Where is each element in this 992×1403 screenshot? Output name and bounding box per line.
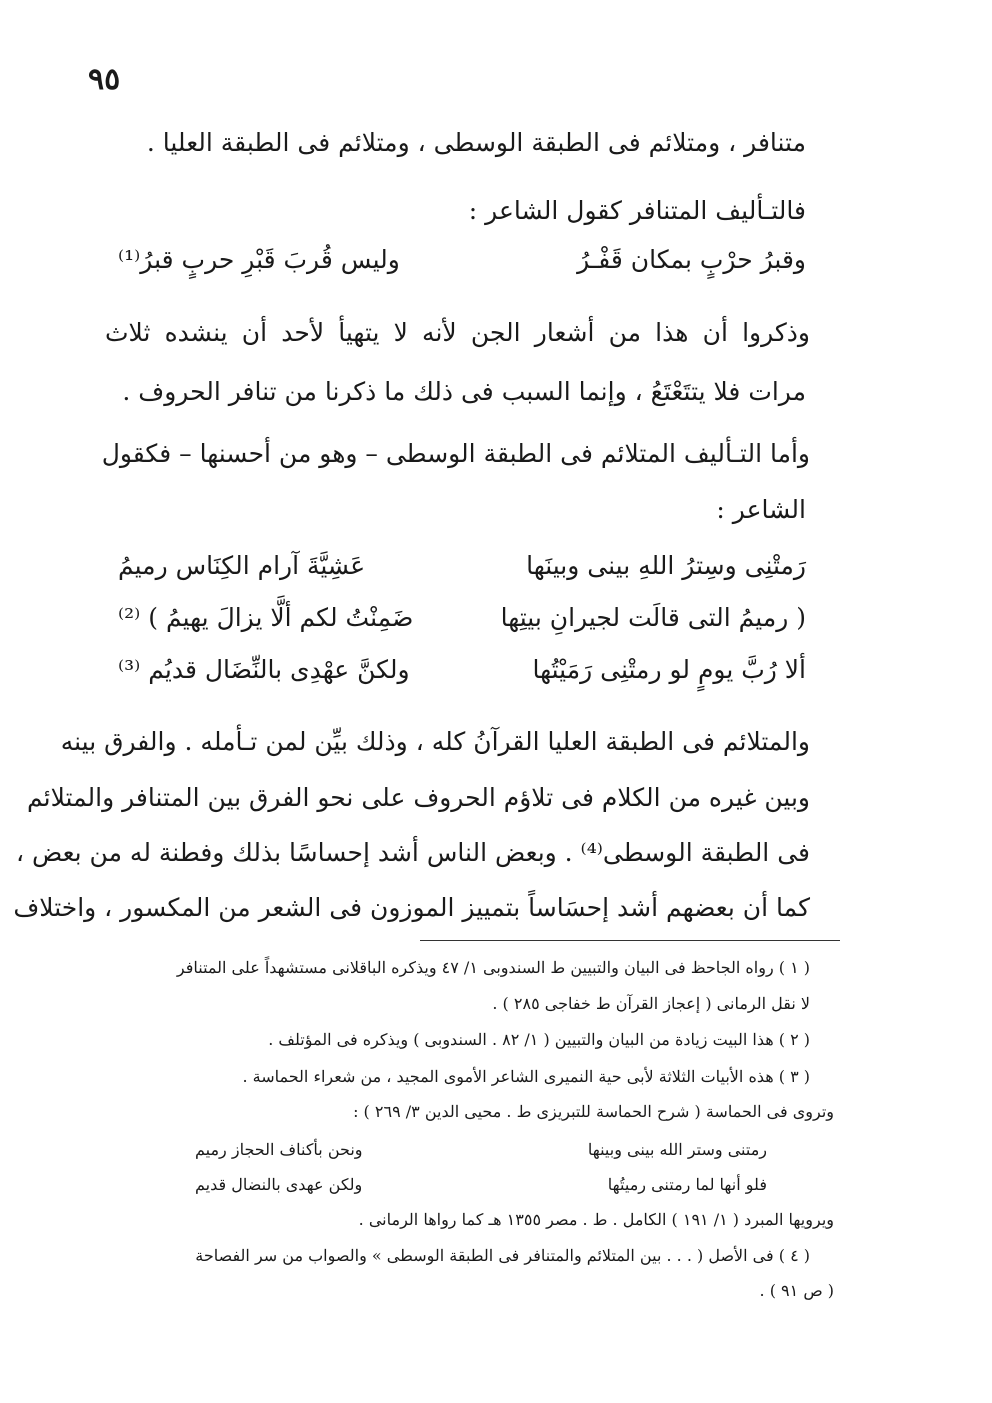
poem-verse-3-right: ألا رُبَّ يومٍ لو رمتْنِى رَمَيْتُها [532, 655, 806, 684]
footnote-divider [420, 940, 840, 941]
body-line-9: فى الطبقة الوسطى⁽⁴⁾ . وبعض الناس أشد إحساسًا بذلك وفطنة له من بعض ، [15, 838, 810, 867]
footnote-verse-1-right: رمتنى وستر الله بينى وبينها [587, 1140, 767, 1159]
footnote-verse-2-right: فلو أنها لما رمتنى رميتُها [607, 1175, 767, 1194]
footnote-3-line-2: وتروى فى الحماسة ( شرح الحماسة للتبريزى ط . محيى الدين ٣/ ٢٦٩ ) : [353, 1102, 834, 1121]
footnote-4-line-1: ( ٤ ) فى الأصل ( . . . بين المتلائم والمتنافر فى الطبقة الوسطى » والصواب من سر الفصاحة [195, 1246, 810, 1265]
verse-1-hemistich-left: وليس قُربَ قَبْرِ حربٍ قبرُ⁽¹⁾ [118, 245, 400, 274]
poem-verse-1-left: عَشِيَّةَ آرام الكِنَاس رميمُ [118, 551, 366, 580]
poem-verse-3-left: ولكنَّ عهْدِى بالنِّضَال قديُم ⁽³⁾ [118, 655, 410, 684]
body-line-3: وذكروا أن هذا من أشعار الجن لأنه لا يتهيأ لأحد أن ينشده ثلاث [105, 318, 810, 347]
body-line-7: والمتلائم فى الطبقة العليا القرآنُ كله ، وذلك بيِّن لمن تـأمله . والفرق بينه [60, 727, 810, 756]
poem-verse-1-right: رَمتْنِى وسِترُ اللهِ بينى وبينَها [526, 551, 806, 580]
footnote-2: ( ٢ ) هذا البيت زيادة من البيان والتبيين ( ١/ ٨٢ . السندوبى ) ويذكره فى المؤتلف . [268, 1030, 810, 1049]
poem-verse-2-right: ( رميمُ التى قالَت لجيرانِ بيتِها [500, 603, 806, 632]
verse-1-hemistich-right: وقبرُ حرْبٍ بمكان قَفْـرُ [577, 245, 806, 274]
footnote-verse-1-left: ونحن بأكناف الحجاز رميم [195, 1140, 363, 1159]
body-line-2: فالتـأليف المتنافر كقول الشاعر : [468, 196, 806, 225]
footnote-1-line-1: ( ١ ) رواه الجاحظ فى البيان والتبيين ط السندوبى ١/ ٤٧ ويذكره الباقلانى مستشهداً على المتنافر [176, 958, 810, 977]
footnote-4-line-2: ( ص ٩١ ) . [759, 1281, 834, 1300]
page-number: ٩٥ [88, 62, 121, 97]
poem-verse-2-left: ضَمِنْتُ لكم ألَّا يزالَ يهيمُ ) ⁽²⁾ [118, 603, 414, 632]
body-line-8: وبين غيره من الكلام فى تلاؤم الحروف على نحو الفرق بين المتنافر والمتلائم [27, 783, 810, 812]
footnote-verse-2-left: ولكن عهدى بالنضال قديم [195, 1175, 363, 1194]
footnote-3: ( ٣ ) هذه الأبيات الثلاثة لأبى حية النميرى الشاعر الأموى المجيد ، من شعراء الحماسة . [242, 1067, 810, 1086]
body-line-5: وأما التـأليف المتلائم فى الطبقة الوسطى – وهو من أحسنها – فكقول [101, 439, 810, 468]
footnote-1-line-2: لا نقل الرمانى ( إعجاز القرآن ط خفاجى ٢٨٥ ) . [492, 994, 810, 1013]
body-line-1: متنافر ، ومتلائم فى الطبقة الوسطى ، ومتلائم فى الطبقة العليا . [146, 128, 806, 157]
body-line-6: الشاعر : [716, 495, 806, 524]
footnote-3-line-3: ويرويها المبرد ( ١/ ١٩١ ) الكامل . ط . مصر ١٣٥٥ هـ كما رواها الرمانى . [358, 1210, 834, 1229]
body-line-4: مرات فلا يتتَعْتَعُ ، وإنما السبب فى ذلك ما ذكرنا من تنافر الحروف . [122, 377, 806, 406]
body-line-10: كما أن بعضهم أشد إحسَاساً بتمييز الموزون فى الشعر من المكسور ، واختلاف [13, 893, 810, 922]
